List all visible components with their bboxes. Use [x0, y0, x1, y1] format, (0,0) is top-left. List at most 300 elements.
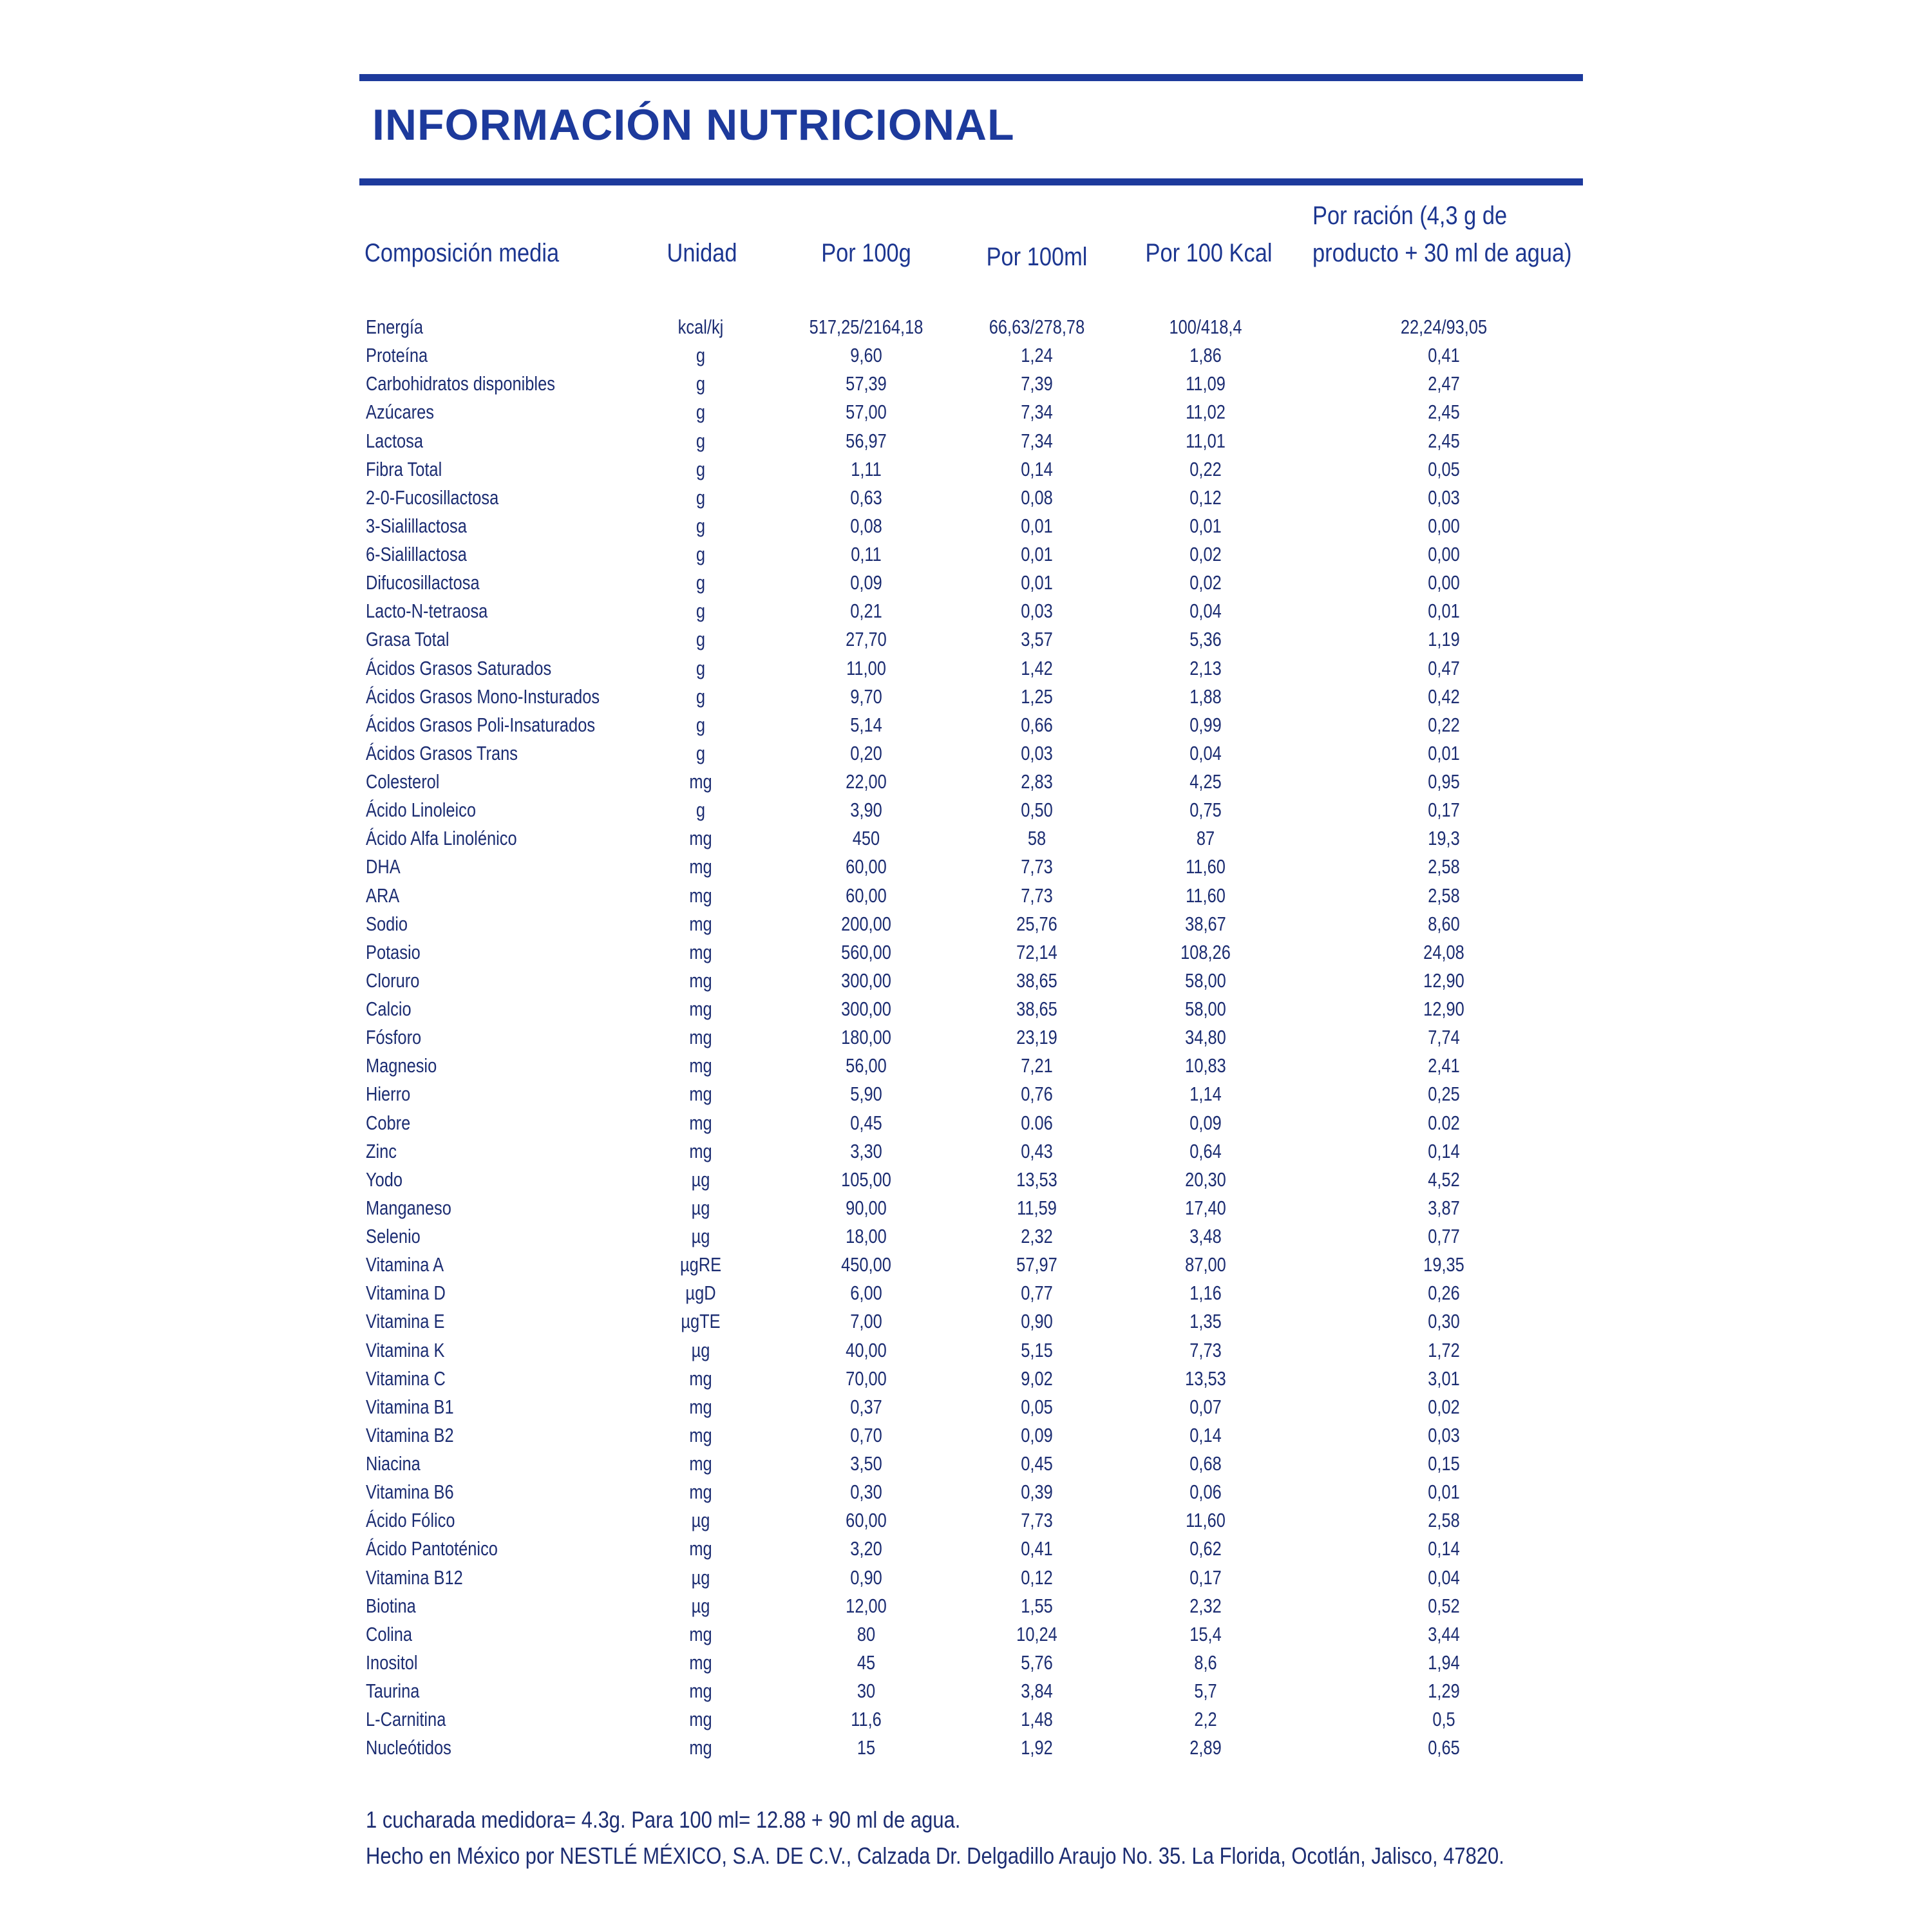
per-100kcal-cell: 108,26: [1180, 940, 1231, 963]
per-100ml-cell: 25,76: [1016, 912, 1057, 935]
per-100g-cell: 5,14: [850, 713, 882, 736]
per-100kcal-cell: 11,60: [1186, 855, 1226, 878]
per-serving-cell: 1,94: [1428, 1651, 1460, 1674]
unit-cell: mg: [689, 1083, 712, 1106]
table-row: [0, 370, 1932, 398]
per-100kcal-cell: 1,88: [1189, 685, 1222, 708]
nutrient-name: DHA: [366, 855, 401, 878]
per-100g-cell: 40,00: [846, 1338, 887, 1361]
table-row: [0, 484, 1932, 512]
per-100g-cell: 45: [857, 1651, 876, 1674]
per-100ml-cell: 57,97: [1016, 1253, 1057, 1276]
per-100kcal-cell: 2,89: [1189, 1736, 1222, 1759]
per-100g-cell: 0,21: [850, 600, 882, 623]
table-row: [0, 882, 1932, 910]
unit-cell: mg: [689, 1537, 712, 1560]
table-row: [0, 1592, 1932, 1620]
per-100g-cell: 27,70: [846, 628, 887, 651]
unit-cell: g: [696, 741, 706, 764]
unit-cell: mg: [689, 770, 712, 793]
per-100ml-cell: 5,76: [1021, 1651, 1053, 1674]
nutrient-name: Ácidos Grasos Saturados: [366, 656, 552, 679]
per-serving-cell: 0,52: [1428, 1594, 1460, 1617]
per-100g-cell: 56,00: [846, 1054, 887, 1077]
per-100g-cell: 0,11: [851, 543, 882, 565]
per-serving-cell: 3,87: [1428, 1196, 1460, 1219]
per-100ml-cell: 0,66: [1021, 713, 1053, 736]
per-100kcal-cell: 0,06: [1189, 1481, 1222, 1504]
per-100g-cell: 105,00: [841, 1168, 891, 1191]
unit-cell: g: [696, 656, 706, 679]
per-100ml-cell: 0,01: [1021, 514, 1053, 537]
per-100ml-cell: 1,55: [1021, 1594, 1053, 1617]
nutrient-name: Biotina: [366, 1594, 416, 1617]
nutrient-name: Magnesio: [366, 1054, 437, 1077]
per-serving-cell: 0,00: [1428, 543, 1460, 565]
per-100g-cell: 12,00: [846, 1594, 887, 1617]
nutrient-name: Vitamina E: [366, 1310, 445, 1333]
header-por-racion-line2: producto + 30 ml de agua): [1312, 239, 1572, 267]
header-composicion: Composición media: [365, 239, 560, 267]
table-row: [0, 1705, 1932, 1734]
per-100ml-cell: 1,24: [1021, 344, 1053, 367]
per-serving-cell: 0,14: [1428, 1537, 1460, 1560]
per-100ml-cell: 0,12: [1021, 1566, 1053, 1589]
table-row: [0, 910, 1932, 938]
per-serving-cell: 12,90: [1423, 969, 1464, 992]
per-100kcal-cell: 58,00: [1185, 998, 1226, 1020]
table-row: [0, 1564, 1932, 1592]
per-100kcal-cell: 38,67: [1185, 912, 1226, 935]
header-por-100g: Por 100g: [821, 239, 911, 267]
unit-cell: mg: [689, 855, 712, 878]
unit-cell: g: [696, 514, 706, 537]
per-serving-cell: 4,52: [1428, 1168, 1460, 1191]
table-row: [0, 1052, 1932, 1080]
per-100kcal-cell: 0,17: [1189, 1566, 1222, 1589]
per-100ml-cell: 38,65: [1016, 969, 1057, 992]
unit-cell: g: [696, 486, 706, 509]
per-100g-cell: 300,00: [841, 969, 891, 992]
nutrient-name: Sodio: [366, 912, 408, 935]
per-100kcal-cell: 0,01: [1189, 514, 1222, 537]
per-100kcal-cell: 0,12: [1189, 486, 1222, 509]
per-100kcal-cell: 0,62: [1189, 1537, 1222, 1560]
nutrient-name: Colina: [366, 1622, 413, 1645]
per-serving-cell: 0,02: [1428, 1395, 1460, 1418]
per-100kcal-cell: 15,4: [1189, 1622, 1222, 1645]
unit-cell: mg: [689, 940, 712, 963]
per-serving-cell: 19,3: [1428, 827, 1460, 850]
title-rule: [359, 178, 1583, 185]
per-100kcal-cell: 0,64: [1189, 1139, 1222, 1162]
unit-cell: g: [696, 344, 706, 367]
per-100ml-cell: 2,83: [1021, 770, 1053, 793]
table-row: [0, 1109, 1932, 1137]
nutrient-name: Yodo: [366, 1168, 403, 1191]
nutrient-name: Vitamina D: [366, 1282, 446, 1305]
per-100ml-cell: 0,03: [1021, 600, 1053, 623]
unit-cell: g: [696, 429, 706, 452]
table-row: [0, 1137, 1932, 1166]
per-100kcal-cell: 1,35: [1189, 1310, 1222, 1333]
unit-cell: mg: [689, 884, 712, 907]
footnote-manufacturer: Hecho en México por NESTLÉ MÉXICO, S.A. DE C.V., Calzada Dr. Delgadillo Araujo No. 35. La Florida, Ocotlán, Jalisco, 47820.: [366, 1842, 1504, 1869]
per-100ml-cell: 7,21: [1021, 1054, 1053, 1077]
per-100g-cell: 560,00: [841, 940, 891, 963]
table-row: [0, 597, 1932, 625]
unit-cell: mg: [689, 1367, 712, 1390]
nutrient-name: Difucosillactosa: [366, 571, 480, 594]
page-title: INFORMACIÓN NUTRICIONAL: [372, 100, 1015, 149]
per-serving-cell: 19,35: [1423, 1253, 1464, 1276]
unit-cell: mg: [689, 1054, 712, 1077]
unit-cell: kcal/kj: [677, 316, 724, 338]
per-100kcal-cell: 2,2: [1194, 1708, 1217, 1731]
table-row: [0, 427, 1932, 455]
table-row: [0, 1649, 1932, 1677]
table-row: [0, 1279, 1932, 1307]
nutrient-name: Potasio: [366, 940, 421, 963]
nutrient-name: Lacto-N-tetraosa: [366, 600, 488, 623]
unit-cell: mg: [689, 1395, 712, 1418]
nutrient-name: Vitamina B6: [366, 1481, 454, 1504]
table-row: [0, 398, 1932, 426]
unit-cell: mg: [689, 1651, 712, 1674]
table-row: [0, 1393, 1932, 1421]
nutrient-name: ARA: [366, 884, 400, 907]
nutrient-name: Carbohidratos disponibles: [366, 372, 555, 395]
nutrient-name: Cloruro: [366, 969, 420, 992]
per-serving-cell: 2,58: [1428, 855, 1460, 878]
per-serving-cell: 0,04: [1428, 1566, 1460, 1589]
per-100kcal-cell: 87,00: [1185, 1253, 1226, 1276]
per-100ml-cell: 1,25: [1021, 685, 1053, 708]
per-100g-cell: 6,00: [850, 1282, 882, 1305]
table-row: [0, 768, 1932, 796]
nutrient-name: Azúcares: [366, 401, 434, 424]
table-row: [0, 1194, 1932, 1222]
per-serving-cell: 12,90: [1423, 998, 1464, 1020]
per-serving-cell: 2,58: [1428, 884, 1460, 907]
nutrient-name: Cobre: [366, 1111, 411, 1134]
table-row: [0, 967, 1932, 995]
nutrient-name: Ácido Fólico: [366, 1509, 455, 1532]
per-serving-cell: 7,74: [1428, 1026, 1460, 1049]
per-100kcal-cell: 20,30: [1185, 1168, 1226, 1191]
per-100g-cell: 0,70: [850, 1423, 882, 1446]
per-100ml-cell: 3,84: [1021, 1680, 1053, 1702]
unit-cell: mg: [689, 998, 712, 1020]
per-serving-cell: 0,25: [1428, 1083, 1460, 1106]
table-row: [0, 540, 1932, 569]
table-row: [0, 938, 1932, 967]
per-100kcal-cell: 0,04: [1189, 741, 1222, 764]
per-serving-cell: 2,58: [1428, 1509, 1460, 1532]
nutrient-name: Nucleótidos: [366, 1736, 451, 1759]
per-100kcal-cell: 0,99: [1189, 713, 1222, 736]
per-100g-cell: 22,00: [846, 770, 887, 793]
per-100kcal-cell: 10,83: [1185, 1054, 1226, 1077]
unit-cell: µg: [691, 1509, 710, 1532]
per-serving-cell: 2,45: [1428, 401, 1460, 424]
per-100ml-cell: 66,63/278,78: [989, 316, 1085, 338]
per-serving-cell: 0,03: [1428, 486, 1460, 509]
per-100ml-cell: 0,45: [1021, 1452, 1053, 1475]
unit-cell: g: [696, 600, 706, 623]
nutrient-name: Zinc: [366, 1139, 397, 1162]
table-row: [0, 1307, 1932, 1336]
table-row: [0, 1080, 1932, 1108]
per-100g-cell: 11,00: [846, 656, 886, 679]
per-100ml-cell: 23,19: [1016, 1026, 1057, 1049]
per-serving-cell: 0,00: [1428, 514, 1460, 537]
per-100kcal-cell: 2,32: [1189, 1594, 1222, 1617]
per-100ml-cell: 0,77: [1021, 1282, 1053, 1305]
nutrient-name: L-Carnitina: [366, 1708, 446, 1731]
table-row: [0, 1535, 1932, 1563]
per-serving-cell: 24,08: [1423, 940, 1464, 963]
unit-cell: g: [696, 372, 706, 395]
per-100g-cell: 0,30: [850, 1481, 882, 1504]
nutrient-name: Vitamina C: [366, 1367, 446, 1390]
per-100kcal-cell: 11,02: [1186, 401, 1226, 424]
per-100kcal-cell: 17,40: [1185, 1196, 1226, 1219]
per-100ml-cell: 0,08: [1021, 486, 1053, 509]
nutrient-name: Inositol: [366, 1651, 418, 1674]
table-row: [0, 824, 1932, 853]
nutrient-name: Ácidos Grasos Trans: [366, 741, 518, 764]
table-row: [0, 512, 1932, 540]
per-100g-cell: 3,30: [850, 1139, 882, 1162]
unit-cell: mg: [689, 969, 712, 992]
nutrient-name: Hierro: [366, 1083, 411, 1106]
unit-cell: µgTE: [681, 1310, 721, 1333]
table-row: [0, 625, 1932, 654]
per-serving-cell: 3,01: [1428, 1367, 1460, 1390]
table-row: [0, 1677, 1932, 1705]
unit-cell: µg: [691, 1566, 710, 1589]
unit-cell: mg: [689, 827, 712, 850]
table-row: [0, 1450, 1932, 1478]
per-100ml-cell: 7,73: [1021, 884, 1053, 907]
unit-cell: µg: [691, 1196, 710, 1219]
per-serving-cell: 0.02: [1428, 1111, 1460, 1134]
per-serving-cell: 0,22: [1428, 713, 1460, 736]
unit-cell: µgRE: [679, 1253, 722, 1276]
per-100ml-cell: 0,14: [1021, 457, 1053, 480]
per-100ml-cell: 7,34: [1021, 401, 1053, 424]
per-100kcal-cell: 0,68: [1189, 1452, 1222, 1475]
per-serving-cell: 1,72: [1428, 1338, 1460, 1361]
unit-cell: mg: [689, 1708, 712, 1731]
per-100ml-cell: 10,24: [1016, 1622, 1057, 1645]
per-100g-cell: 15: [857, 1736, 876, 1759]
per-serving-cell: 0,15: [1428, 1452, 1460, 1475]
nutrient-name: Fósforo: [366, 1026, 422, 1049]
per-100ml-cell: 9,02: [1021, 1367, 1053, 1390]
per-100g-cell: 57,39: [846, 372, 887, 395]
nutrient-name: Fibra Total: [366, 457, 442, 480]
nutrient-name: Ácido Alfa Linolénico: [366, 827, 517, 850]
per-100g-cell: 3,50: [850, 1452, 882, 1475]
per-100kcal-cell: 7,73: [1189, 1338, 1222, 1361]
nutrient-name: Proteína: [366, 344, 428, 367]
per-100kcal-cell: 13,53: [1185, 1367, 1226, 1390]
per-serving-cell: 0,05: [1428, 457, 1460, 480]
nutrient-name: Vitamina A: [366, 1253, 444, 1276]
per-100g-cell: 3,90: [850, 799, 882, 822]
table-row: [0, 1734, 1932, 1762]
unit-cell: mg: [689, 1139, 712, 1162]
per-serving-cell: 3,44: [1428, 1622, 1460, 1645]
nutrient-name: Taurina: [366, 1680, 420, 1702]
per-serving-cell: 0,30: [1428, 1310, 1460, 1333]
nutrient-name: Niacina: [366, 1452, 421, 1475]
per-100kcal-cell: 0,04: [1189, 600, 1222, 623]
table-row: [0, 1251, 1932, 1279]
per-serving-cell: 0,77: [1428, 1225, 1460, 1247]
per-100g-cell: 60,00: [846, 855, 887, 878]
table-row: [0, 1620, 1932, 1649]
per-100kcal-cell: 0,07: [1189, 1395, 1222, 1418]
table-row: [0, 796, 1932, 824]
per-100g-cell: 9,60: [850, 344, 882, 367]
header-por-100kcal: Por 100 Kcal: [1145, 239, 1273, 267]
per-serving-cell: 0,5: [1432, 1708, 1455, 1731]
per-100g-cell: 11,6: [851, 1708, 882, 1731]
per-serving-cell: 0,65: [1428, 1736, 1460, 1759]
per-100ml-cell: 0,76: [1021, 1083, 1053, 1106]
unit-cell: mg: [689, 1026, 712, 1049]
nutrient-name: Lactosa: [366, 429, 424, 452]
footnote-serving: 1 cucharada medidora= 4.3g. Para 100 ml= 12.88 + 90 ml de agua.: [366, 1806, 961, 1833]
per-100g-cell: 0,20: [850, 741, 882, 764]
table-row: [0, 853, 1932, 881]
per-100kcal-cell: 8,6: [1194, 1651, 1217, 1674]
table-row: [0, 341, 1932, 370]
table-row: [0, 1365, 1932, 1393]
nutrient-name: Energía: [366, 316, 424, 338]
per-100ml-cell: 7,73: [1021, 1509, 1053, 1532]
unit-cell: g: [696, 713, 706, 736]
unit-cell: µg: [691, 1225, 710, 1247]
per-serving-cell: 0,14: [1428, 1139, 1460, 1162]
nutrient-name: Ácido Linoleico: [366, 799, 476, 822]
per-serving-cell: 2,47: [1428, 372, 1460, 395]
per-100kcal-cell: 100/418,4: [1169, 316, 1242, 338]
unit-cell: mg: [689, 912, 712, 935]
table-row: [0, 569, 1932, 597]
per-100g-cell: 180,00: [841, 1026, 891, 1049]
per-100kcal-cell: 11,60: [1186, 884, 1226, 907]
per-serving-cell: 8,60: [1428, 912, 1460, 935]
per-100g-cell: 9,70: [850, 685, 882, 708]
table-row: [0, 1222, 1932, 1251]
per-serving-cell: 0,01: [1428, 741, 1460, 764]
per-100g-cell: 0,37: [850, 1395, 882, 1418]
table-row: [0, 739, 1932, 768]
per-100g-cell: 517,25/2164,18: [809, 316, 923, 338]
per-100kcal-cell: 34,80: [1185, 1026, 1226, 1049]
unit-cell: g: [696, 628, 706, 651]
per-100ml-cell: 0,03: [1021, 741, 1053, 764]
per-serving-cell: 0,47: [1428, 656, 1460, 679]
unit-cell: µg: [691, 1338, 710, 1361]
per-100ml-cell: 1,92: [1021, 1736, 1053, 1759]
unit-cell: g: [696, 543, 706, 565]
per-100g-cell: 300,00: [841, 998, 891, 1020]
per-100g-cell: 57,00: [846, 401, 887, 424]
nutrient-name: 6-Sialillactosa: [366, 543, 467, 565]
table-row: [0, 654, 1932, 683]
per-100kcal-cell: 87: [1196, 827, 1215, 850]
nutrient-name: 2-0-Fucosillactosa: [366, 486, 499, 509]
per-100ml-cell: 0,50: [1021, 799, 1053, 822]
per-100kcal-cell: 1,14: [1189, 1083, 1222, 1106]
nutrient-name: Colesterol: [366, 770, 440, 793]
per-100kcal-cell: 0,09: [1189, 1111, 1222, 1134]
per-100ml-cell: 38,65: [1016, 998, 1057, 1020]
nutrient-name: Ácidos Grasos Poli-Insaturados: [366, 713, 596, 736]
unit-cell: mg: [689, 1111, 712, 1134]
per-100ml-cell: 0,41: [1021, 1537, 1053, 1560]
unit-cell: mg: [689, 1481, 712, 1504]
per-100g-cell: 0,08: [850, 514, 882, 537]
per-100ml-cell: 72,14: [1016, 940, 1057, 963]
nutrient-name: Vitamina B1: [366, 1395, 454, 1418]
per-100g-cell: 7,00: [850, 1310, 882, 1333]
header-por-racion: [1312, 197, 1572, 272]
per-serving-cell: 0,95: [1428, 770, 1460, 793]
per-serving-cell: 0,17: [1428, 799, 1460, 822]
per-100kcal-cell: 4,25: [1189, 770, 1222, 793]
per-100kcal-cell: 5,7: [1194, 1680, 1217, 1702]
table-row: [0, 683, 1932, 711]
per-100g-cell: 0,45: [850, 1111, 882, 1134]
header-unidad: Unidad: [667, 239, 737, 267]
unit-cell: g: [696, 799, 706, 822]
per-100kcal-cell: 2,13: [1189, 656, 1222, 679]
per-100g-cell: 60,00: [846, 1509, 887, 1532]
per-100kcal-cell: 11,09: [1186, 372, 1226, 395]
table-row: [0, 455, 1932, 484]
per-serving-cell: 0,01: [1428, 600, 1460, 623]
unit-cell: g: [696, 401, 706, 424]
unit-cell: g: [696, 685, 706, 708]
table-row: [0, 995, 1932, 1023]
table-row: [0, 1421, 1932, 1450]
per-100ml-cell: 2,32: [1021, 1225, 1053, 1247]
per-100kcal-cell: 11,01: [1186, 429, 1226, 452]
unit-cell: mg: [689, 1680, 712, 1702]
per-100kcal-cell: 0,02: [1189, 571, 1222, 594]
per-serving-cell: 1,19: [1428, 628, 1460, 651]
per-serving-cell: 2,41: [1428, 1054, 1460, 1077]
per-100g-cell: 200,00: [841, 912, 891, 935]
per-100ml-cell: 0,39: [1021, 1481, 1053, 1504]
per-100g-cell: 0,63: [850, 486, 882, 509]
per-100kcal-cell: 0,02: [1189, 543, 1222, 565]
nutrient-name: Calcio: [366, 998, 412, 1020]
per-serving-cell: 0,03: [1428, 1423, 1460, 1446]
per-100ml-cell: 0,01: [1021, 543, 1053, 565]
unit-cell: µg: [691, 1594, 710, 1617]
table-row: [0, 313, 1932, 341]
unit-cell: g: [696, 457, 706, 480]
per-serving-cell: 1,29: [1428, 1680, 1460, 1702]
unit-cell: mg: [689, 1452, 712, 1475]
